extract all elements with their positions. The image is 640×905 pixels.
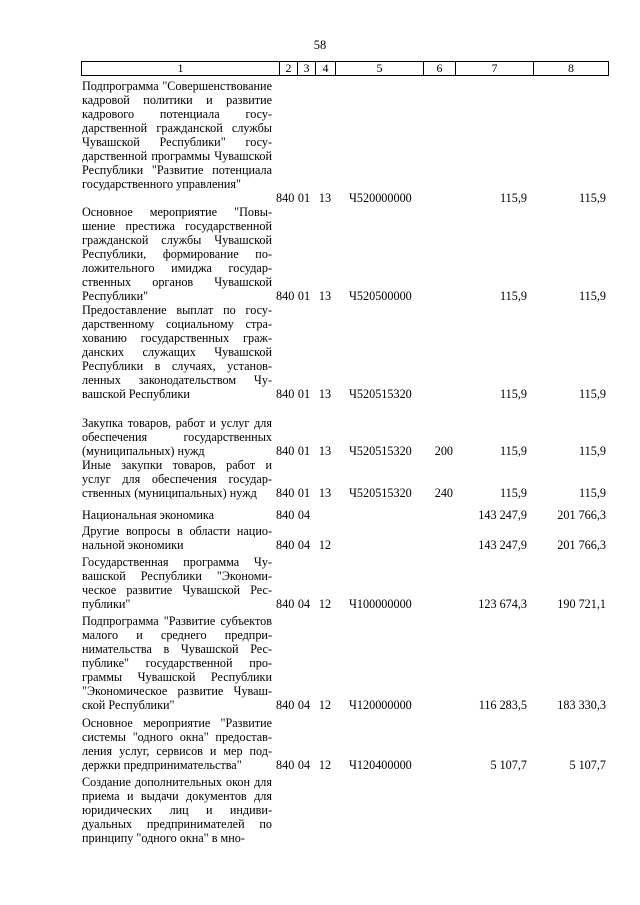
row-admin-code: 840: [276, 698, 295, 712]
row-expense-type: [425, 538, 453, 552]
row-section: 01: [297, 486, 311, 500]
row-target-code: [349, 538, 429, 552]
table-row: [0, 555, 640, 611]
header-col-8: 8: [568, 61, 574, 75]
row-subsection: 12: [318, 698, 332, 712]
row-amount-1: 143 247,9: [478, 538, 527, 552]
row-amount-1: 115,9: [500, 444, 527, 458]
row-amount-1: 123 674,3: [478, 597, 527, 611]
row-expense-type: [425, 698, 453, 712]
row-section: 04: [297, 597, 311, 611]
row-section: 04: [297, 508, 311, 522]
row-expense-type: [425, 387, 453, 401]
table-header: [81, 61, 609, 76]
row-section: 01: [297, 387, 311, 401]
header-col-6: 6: [424, 62, 456, 75]
row-target-code: Ч520515320: [349, 486, 412, 500]
row-section: 04: [297, 698, 311, 712]
row-target-code: [349, 508, 429, 522]
page-number: 58: [313, 38, 327, 52]
row-admin-code: 840: [276, 758, 295, 772]
row-admin-code: 840: [276, 289, 295, 303]
row-admin-code: 840: [276, 444, 295, 458]
row-amount-1: 115,9: [500, 486, 527, 500]
row-name: Подпрограмма "Развитие субъектов малого и среднего предпринимательства в Чувашской Республике" государственной программы Чувашской Республики "Экономическое развитие Чувашской Республики": [82, 614, 272, 712]
row-subsection: 13: [318, 486, 332, 500]
table-row: [0, 775, 640, 845]
row-name: Национальная экономика: [82, 508, 215, 522]
row-amount-1: 5 107,7: [490, 758, 527, 772]
row-amount-1: 115,9: [500, 191, 527, 205]
row-admin-code: 840: [276, 486, 295, 500]
row-amount-1: 115,9: [500, 289, 527, 303]
row-admin-code: 840: [276, 538, 295, 552]
row-name: Основное мероприятие "Повышение престижа государственной гражданской службы Чувашской Республики, формирование положительного имиджа государственных органов Чувашской Республики": [82, 205, 272, 303]
row-amount-2: 201 766,3: [557, 538, 606, 552]
row-amount-2: 201 766,3: [557, 508, 606, 522]
row-expense-type: 240: [434, 486, 453, 500]
row-subsection: 13: [318, 191, 332, 205]
row-amount-2: 115,9: [579, 486, 606, 500]
table-row: [0, 508, 640, 522]
row-name: Подпрограмма "Совершенствование кадровой политики и развитие кадрового потенциала государственной гражданской службы Чувашской Республики" государственной программы Чувашской Республики "Развитие потенциала государственного управления": [82, 79, 272, 191]
row-amount-1: 143 247,9: [478, 508, 527, 522]
row-amount-1: 116 283,5: [478, 698, 527, 712]
row-amount-2: 190 721,1: [557, 597, 606, 611]
header-col-4: 4: [316, 62, 336, 75]
table-row: [0, 716, 640, 772]
row-name: Закупка товаров, работ и услуг для обеспечения государственных (муниципальных) нужд: [82, 416, 272, 458]
header-col-2: 2: [280, 62, 298, 75]
row-target-code: Ч100000000: [349, 597, 412, 611]
table-row: [0, 205, 640, 303]
header-col-7: 7: [456, 62, 534, 75]
row-subsection: 13: [318, 387, 332, 401]
row-admin-code: 840: [276, 597, 295, 611]
row-target-code: Ч520000000: [349, 191, 412, 205]
row-subsection: [316, 508, 334, 522]
row-amount-2: 115,9: [579, 191, 606, 205]
row-expense-type: [425, 289, 453, 303]
table-row: [0, 614, 640, 712]
row-section: 04: [297, 538, 311, 552]
row-expense-type: [425, 758, 453, 772]
header-col-1: 1: [82, 62, 280, 75]
row-section: 01: [297, 444, 311, 458]
header-col-5: 5: [336, 62, 424, 75]
row-admin-code: 840: [276, 508, 295, 522]
row-amount-2: 115,9: [579, 289, 606, 303]
row-name: Другие вопросы в области национальной экономики: [82, 524, 272, 552]
row-section: 04: [297, 758, 311, 772]
row-amount-2: 183 330,3: [557, 698, 606, 712]
row-target-code: Ч520515320: [349, 444, 412, 458]
table-row: [0, 458, 640, 500]
row-expense-type: [425, 191, 453, 205]
row-subsection: 12: [318, 538, 332, 552]
row-name: Создание дополнительных окон для приема и выдачи документов для юридических лиц и индивидуальных предпринимателей по принципу "одного окна" в мно-: [82, 775, 272, 845]
row-admin-code: 840: [276, 191, 295, 205]
row-target-code: Ч520515320: [349, 387, 412, 401]
table-row: [0, 416, 640, 458]
row-amount-2: 115,9: [579, 387, 606, 401]
table-row: [0, 524, 640, 552]
table-row: [0, 303, 640, 401]
row-expense-type: [425, 597, 453, 611]
row-name: Иные закупки товаров, работ и услуг для обеспечения государственных (муниципальных) нужд: [82, 458, 272, 500]
row-expense-type: 200: [434, 444, 453, 458]
row-subsection: 12: [318, 597, 332, 611]
row-subsection: 12: [318, 758, 332, 772]
row-admin-code: 840: [276, 387, 295, 401]
row-subsection: 13: [318, 444, 332, 458]
row-target-code: Ч120400000: [349, 758, 412, 772]
row-subsection: 13: [318, 289, 332, 303]
table-row: [0, 79, 640, 205]
row-name: Основное мероприятие "Развитие системы "одного окна" предоставления услуг, сервисов и мер поддержки предпринимательства": [82, 716, 272, 772]
row-section: 01: [297, 289, 311, 303]
row-section: 01: [297, 191, 311, 205]
row-amount-2: 5 107,7: [569, 758, 606, 772]
row-amount-2: 115,9: [579, 444, 606, 458]
row-amount-1: 115,9: [500, 387, 527, 401]
header-col-3: 3: [298, 62, 316, 75]
row-expense-type: [425, 508, 453, 522]
row-target-code: Ч520500000: [349, 289, 412, 303]
row-target-code: Ч120000000: [349, 698, 412, 712]
row-name: Предоставление выплат по государственному социальному страхованию государственных гражданских служащих Чувашской Республики в случаях, установленных законодательством Чувашской Республики: [82, 303, 272, 401]
row-name: Государственная программа Чувашской Республики "Экономическое развитие Чувашской Республики": [82, 555, 272, 611]
